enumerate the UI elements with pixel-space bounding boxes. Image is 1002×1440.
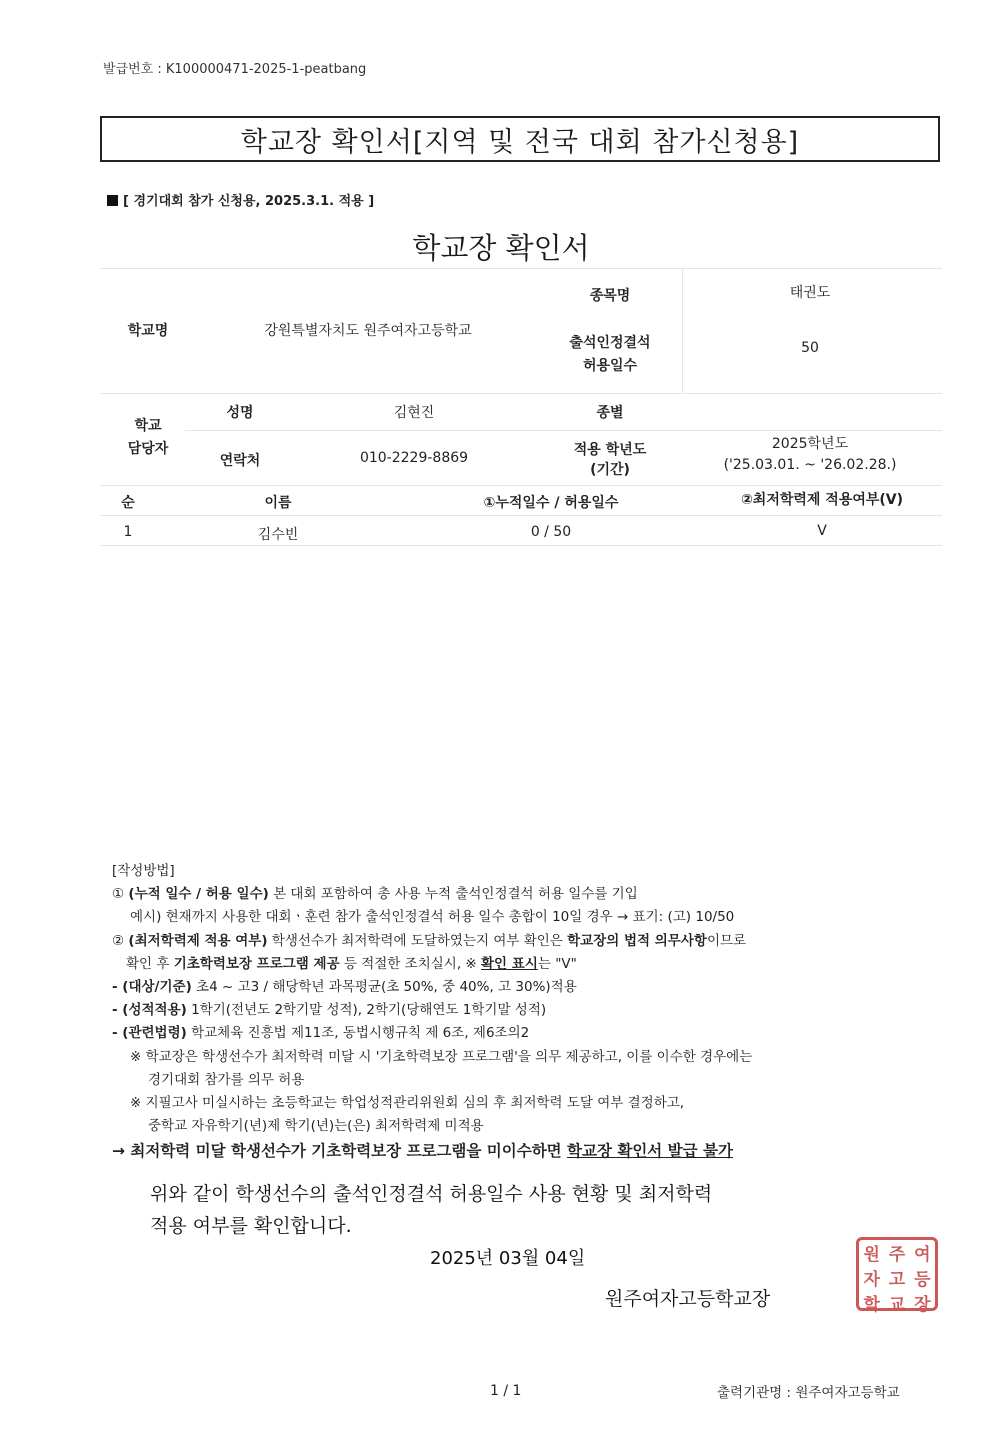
contact-value: 010-2229-8869 — [359, 450, 469, 466]
official-seal: 원 주 여 자 고 등 학 교 장 — [856, 1237, 938, 1311]
allowed-days-label-1: 출석인정결석 — [569, 335, 651, 351]
table-rule — [100, 393, 942, 394]
application-note-text: [ 경기대회 참가 신청용, 2025.3.1. 적용 ] — [123, 194, 375, 209]
students-header: ①누적일수 / 허용일수 — [483, 495, 619, 511]
category-label: 종별 — [596, 405, 624, 421]
note-line — [112, 1022, 752, 1045]
students-header: 순 — [121, 495, 135, 511]
contact-label: 연락처 — [219, 453, 261, 469]
table-cell: 1 — [123, 524, 133, 540]
note-line: ※ 지필고사 미실시하는 초등학교는 학업성적관리위원회 심의 후 최저학력 도달 여부 결정하고, — [130, 1094, 685, 1111]
note-bold: (누적 일수 / 허용 일수) — [128, 886, 269, 903]
sport-label: 종목명 — [589, 288, 631, 304]
manager-label-2: 담당자 — [127, 441, 169, 457]
square-bullet-icon — [107, 195, 118, 206]
note-text: 본 대회 포함하여 총 사용 누적 출석인정결석 허용 일수를 기입 — [268, 886, 638, 903]
year-label-1: 적용 학년도 — [573, 442, 647, 458]
issue-date: 2025년 03월 04일 — [430, 1248, 586, 1269]
issue-number: 발급번호 : K100000471-2025-1-peatbang — [103, 62, 367, 77]
note-line: 예시) 현재까지 사용한 대회ㆍ훈련 참가 출석인정결석 허용 일수 총합이 10일 경우 → 표기: (고) 10/50 — [130, 909, 735, 926]
table-rule — [682, 268, 683, 393]
note-line — [112, 999, 752, 1022]
document-title: 학교장 확인서 — [412, 231, 590, 265]
table-cell: 0 / 50 — [530, 524, 572, 540]
note-bold: - (관련법령) — [112, 1025, 187, 1042]
note-text: 1학기(전년도 2학기말 성적), 2학기(당해연도 1학기말 성적) — [186, 1002, 547, 1019]
note-number: ① — [112, 886, 125, 903]
confirmation-line: 적용 여부를 확인합니다. — [150, 1215, 352, 1237]
note-bold: - (성적적용) — [112, 1002, 187, 1019]
table-rule — [100, 545, 942, 546]
note-line — [112, 976, 752, 999]
note-line — [112, 883, 752, 906]
table-rule — [100, 485, 942, 486]
note-line — [112, 930, 752, 953]
note-line — [112, 953, 752, 976]
confirmation-line: 위와 같이 학생선수의 출석인정결석 허용일수 사용 현황 및 최저학력 — [150, 1183, 713, 1205]
note-text: → 최저학력 미달 학생선수가 기초학력보장 프로그램을 미이수하면 — [112, 1142, 568, 1161]
note-number: ② — [112, 932, 125, 949]
page-number: 1 / 1 — [490, 1383, 522, 1399]
confirmation-statement — [150, 1178, 712, 1242]
year-label-2: (기간) — [590, 462, 630, 478]
note-line — [112, 1140, 752, 1163]
name-label: 성명 — [226, 405, 254, 421]
year-value-2: ('25.03.01. ~ '26.02.28.) — [723, 457, 897, 473]
note-line: 경기대회 참가를 의무 허용 — [148, 1071, 305, 1088]
manager-label-1: 학교 — [134, 418, 162, 434]
students-header: 이름 — [264, 495, 292, 511]
note-text: 는 "V" — [537, 955, 577, 972]
notes-heading: [작성방법] — [112, 863, 175, 879]
allowed-days-label-2: 허용일수 — [582, 358, 638, 374]
name-value: 김현진 — [393, 405, 435, 421]
allowed-days-value: 50 — [801, 340, 819, 356]
principal-signature: 원주여자고등학교장 — [605, 1288, 771, 1310]
table-rule — [100, 515, 942, 516]
writing-instructions — [112, 860, 752, 1163]
table-rule — [100, 268, 942, 269]
application-note — [107, 190, 374, 209]
note-underline: 확인 표시 — [481, 955, 538, 972]
note-bold: (최저학력제 적용 여부) — [128, 932, 268, 949]
note-text: 학교체육 진흥법 제11조, 동법시행규칙 제 6조, 제6조의2 — [186, 1025, 530, 1042]
school-label: 학교명 — [127, 323, 169, 339]
table-rule — [185, 430, 942, 431]
note-bold: - (대상/기준) — [112, 978, 192, 995]
sport-value: 태권도 — [789, 285, 831, 301]
note-underline: 학교장 확인서 발급 불가 — [567, 1142, 733, 1161]
students-header: ②최저학력제 적용여부(V) — [740, 492, 904, 508]
note-bold: 기초학력보장 프로그램 제공 — [173, 955, 340, 972]
note-text: 이므로 — [706, 932, 747, 949]
note-text: 학생선수가 최저학력에 도달하였는지 여부 확인은 — [267, 932, 568, 949]
header-title: 학교장 확인서[지역 및 전국 대회 참가신청용] — [100, 116, 940, 162]
table-cell: 김수빈 — [257, 527, 299, 543]
table-cell: V — [817, 523, 827, 539]
note-text: 초4 ~ 고3 / 해당학년 과목평균(초 50%, 중 40%, 고 30%)적용 — [191, 978, 577, 995]
output-organization: 출력기관명 : 원주여자고등학교 — [717, 1385, 900, 1401]
note-line: ※ 학교장은 학생선수가 최저학력 미달 시 '기초학력보장 프로그램'을 의무 제공하고, 이를 이수한 경우에는 — [130, 1048, 753, 1065]
year-value-1: 2025학년도 — [771, 436, 849, 452]
note-text: 확인 후 — [126, 955, 174, 972]
note-line: 중학교 자유학기(년)제 학기(년)는(은) 최저학력제 미적용 — [148, 1118, 484, 1135]
school-value: 강원특별자치도 원주여자고등학교 — [264, 323, 472, 339]
note-bold: 학교장의 법적 의무사항 — [567, 932, 707, 949]
note-text: 등 적절한 조치실시, ※ — [339, 955, 482, 972]
